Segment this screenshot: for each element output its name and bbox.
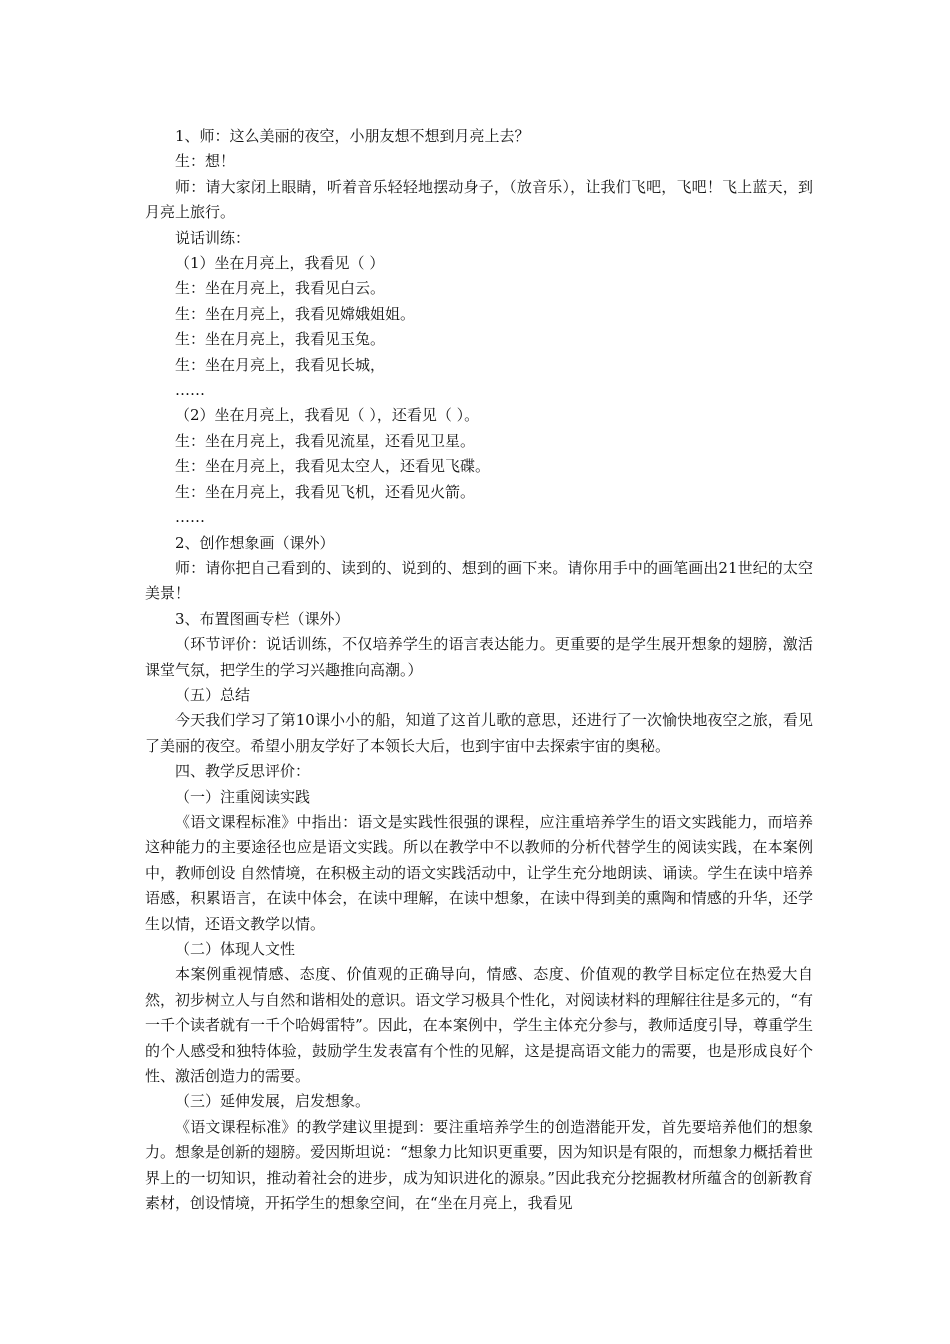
- paragraph: 《语文课程标准》中指出：语文是实践性很强的课程，应注重培养学生的语文实践能力，而培养这种能力的主要途径也应是语文实践。所以在教学中不以教师的分析代替学生的阅读实践，在本案例中，教师创设 自然情境，在积极主动的语文实践活动中，让学生充分地朗读、诵读。学生在读中培养语感，积累语言，在读中体会，在读中理解，在读中想象，在读中得到美的熏陶和情感的升华，还学生以情，还语文教学以情。: [145, 812, 813, 933]
- document-body: [145, 124, 813, 1216]
- paragraph: （2）坐在月亮上，我看见（ ），还看见（ ）。: [175, 406, 480, 425]
- section-heading: （一）注重阅读实践: [175, 787, 311, 806]
- paragraph: 师：请大家闭上眼睛，听着音乐轻轻地摆动身子，（放音乐），让我们飞吧，飞吧！飞上蓝天，到月亮上旅行。: [145, 177, 813, 222]
- paragraph: 今天我们学习了第10课小小的船，知道了这首儿歌的意思，还进行了一次愉快地夜空之旅，看见了美丽的夜空。希望小朋友学好了本领长大后，也到宇宙中去探索宇宙的奥秘。: [145, 711, 813, 755]
- ellipsis-line: ……: [175, 508, 205, 527]
- paragraph: 生：坐在月亮上，我看见嫦娥姐姐。: [175, 304, 416, 323]
- paragraph: 1、师：这么美丽的夜空，小朋友想不想到月亮上去？: [175, 127, 530, 145]
- section-heading: （三）延伸发展，启发想象。: [175, 1092, 371, 1111]
- paragraph: 说话训练：: [175, 228, 251, 247]
- section-heading: 四、教学反思评价：: [175, 762, 311, 781]
- paragraph: 生：坐在月亮上，我看见白云。: [175, 279, 386, 298]
- paragraph: 生：坐在月亮上，我看见玉兔。: [175, 330, 386, 349]
- paragraph: 生：坐在月亮上，我看见长城，: [175, 355, 386, 374]
- paragraph: （1）坐在月亮上，我看见（ ）: [175, 254, 385, 273]
- paragraph: 本案例重视情感、态度、价值观的正确导向，情感、态度、价值观的教学目标定位在热爱大自然，初步树立人与自然和谐相处的意识。语文学习极具个性化，对阅读材料的理解往往是多元的，“有一千个读者就有一千个哈姆雷特”。因此，在本案例中，学生主体充分参与，教师适度引导，尊重学生的个人感受和独特体验，鼓励学生发表富有个性的见解，这是提高语文能力的需要，也是形成良好个性、激活创造力的需要。: [145, 965, 813, 1086]
- paragraph: 生：坐在月亮上，我看见飞机，还看见火箭。: [175, 482, 476, 501]
- paragraph: 师：请你把自己看到的、读到的、说到的、想到的画下来。请你用手中的画笔画出21世纪的太空美景！: [145, 558, 813, 603]
- paragraph: 生：想！: [175, 152, 236, 171]
- paragraph: 《语文课程标准》的教学建议里提到：要注重培养学生的创造潜能开发，首先要培养他们的想象力。想象是创新的翅膀。爱因斯坦说：“想象力比知识更重要，因为知识是有限的，而想象力概括着世界上的一切知识，推动着社会的进步，成为知识进化的源泉。”因此我充分挖掘教材所蕴含的创新教育素材，创设情境，开拓学生的想象空间，在“坐在月亮上，我看见: [145, 1117, 813, 1213]
- paragraph: （环节评价：说话训练，不仅培养学生的语言表达能力。更重要的是学生展开想象的翅膀，激活课堂气氛，把学生的学习兴趣推向高潮。）: [145, 635, 813, 679]
- paragraph: 生：坐在月亮上，我看见太空人，还看见飞碟。: [175, 457, 491, 476]
- section-heading: （五）总结: [175, 685, 251, 704]
- section-heading: 2、创作想象画（课外）: [175, 533, 335, 552]
- ellipsis-line: ……: [175, 381, 205, 400]
- section-heading: （二）体现人文性: [175, 940, 296, 958]
- section-heading: 3、布置图画专栏（课外）: [175, 609, 350, 628]
- paragraph: 生：坐在月亮上，我看见流星，还看见卫星。: [175, 431, 476, 450]
